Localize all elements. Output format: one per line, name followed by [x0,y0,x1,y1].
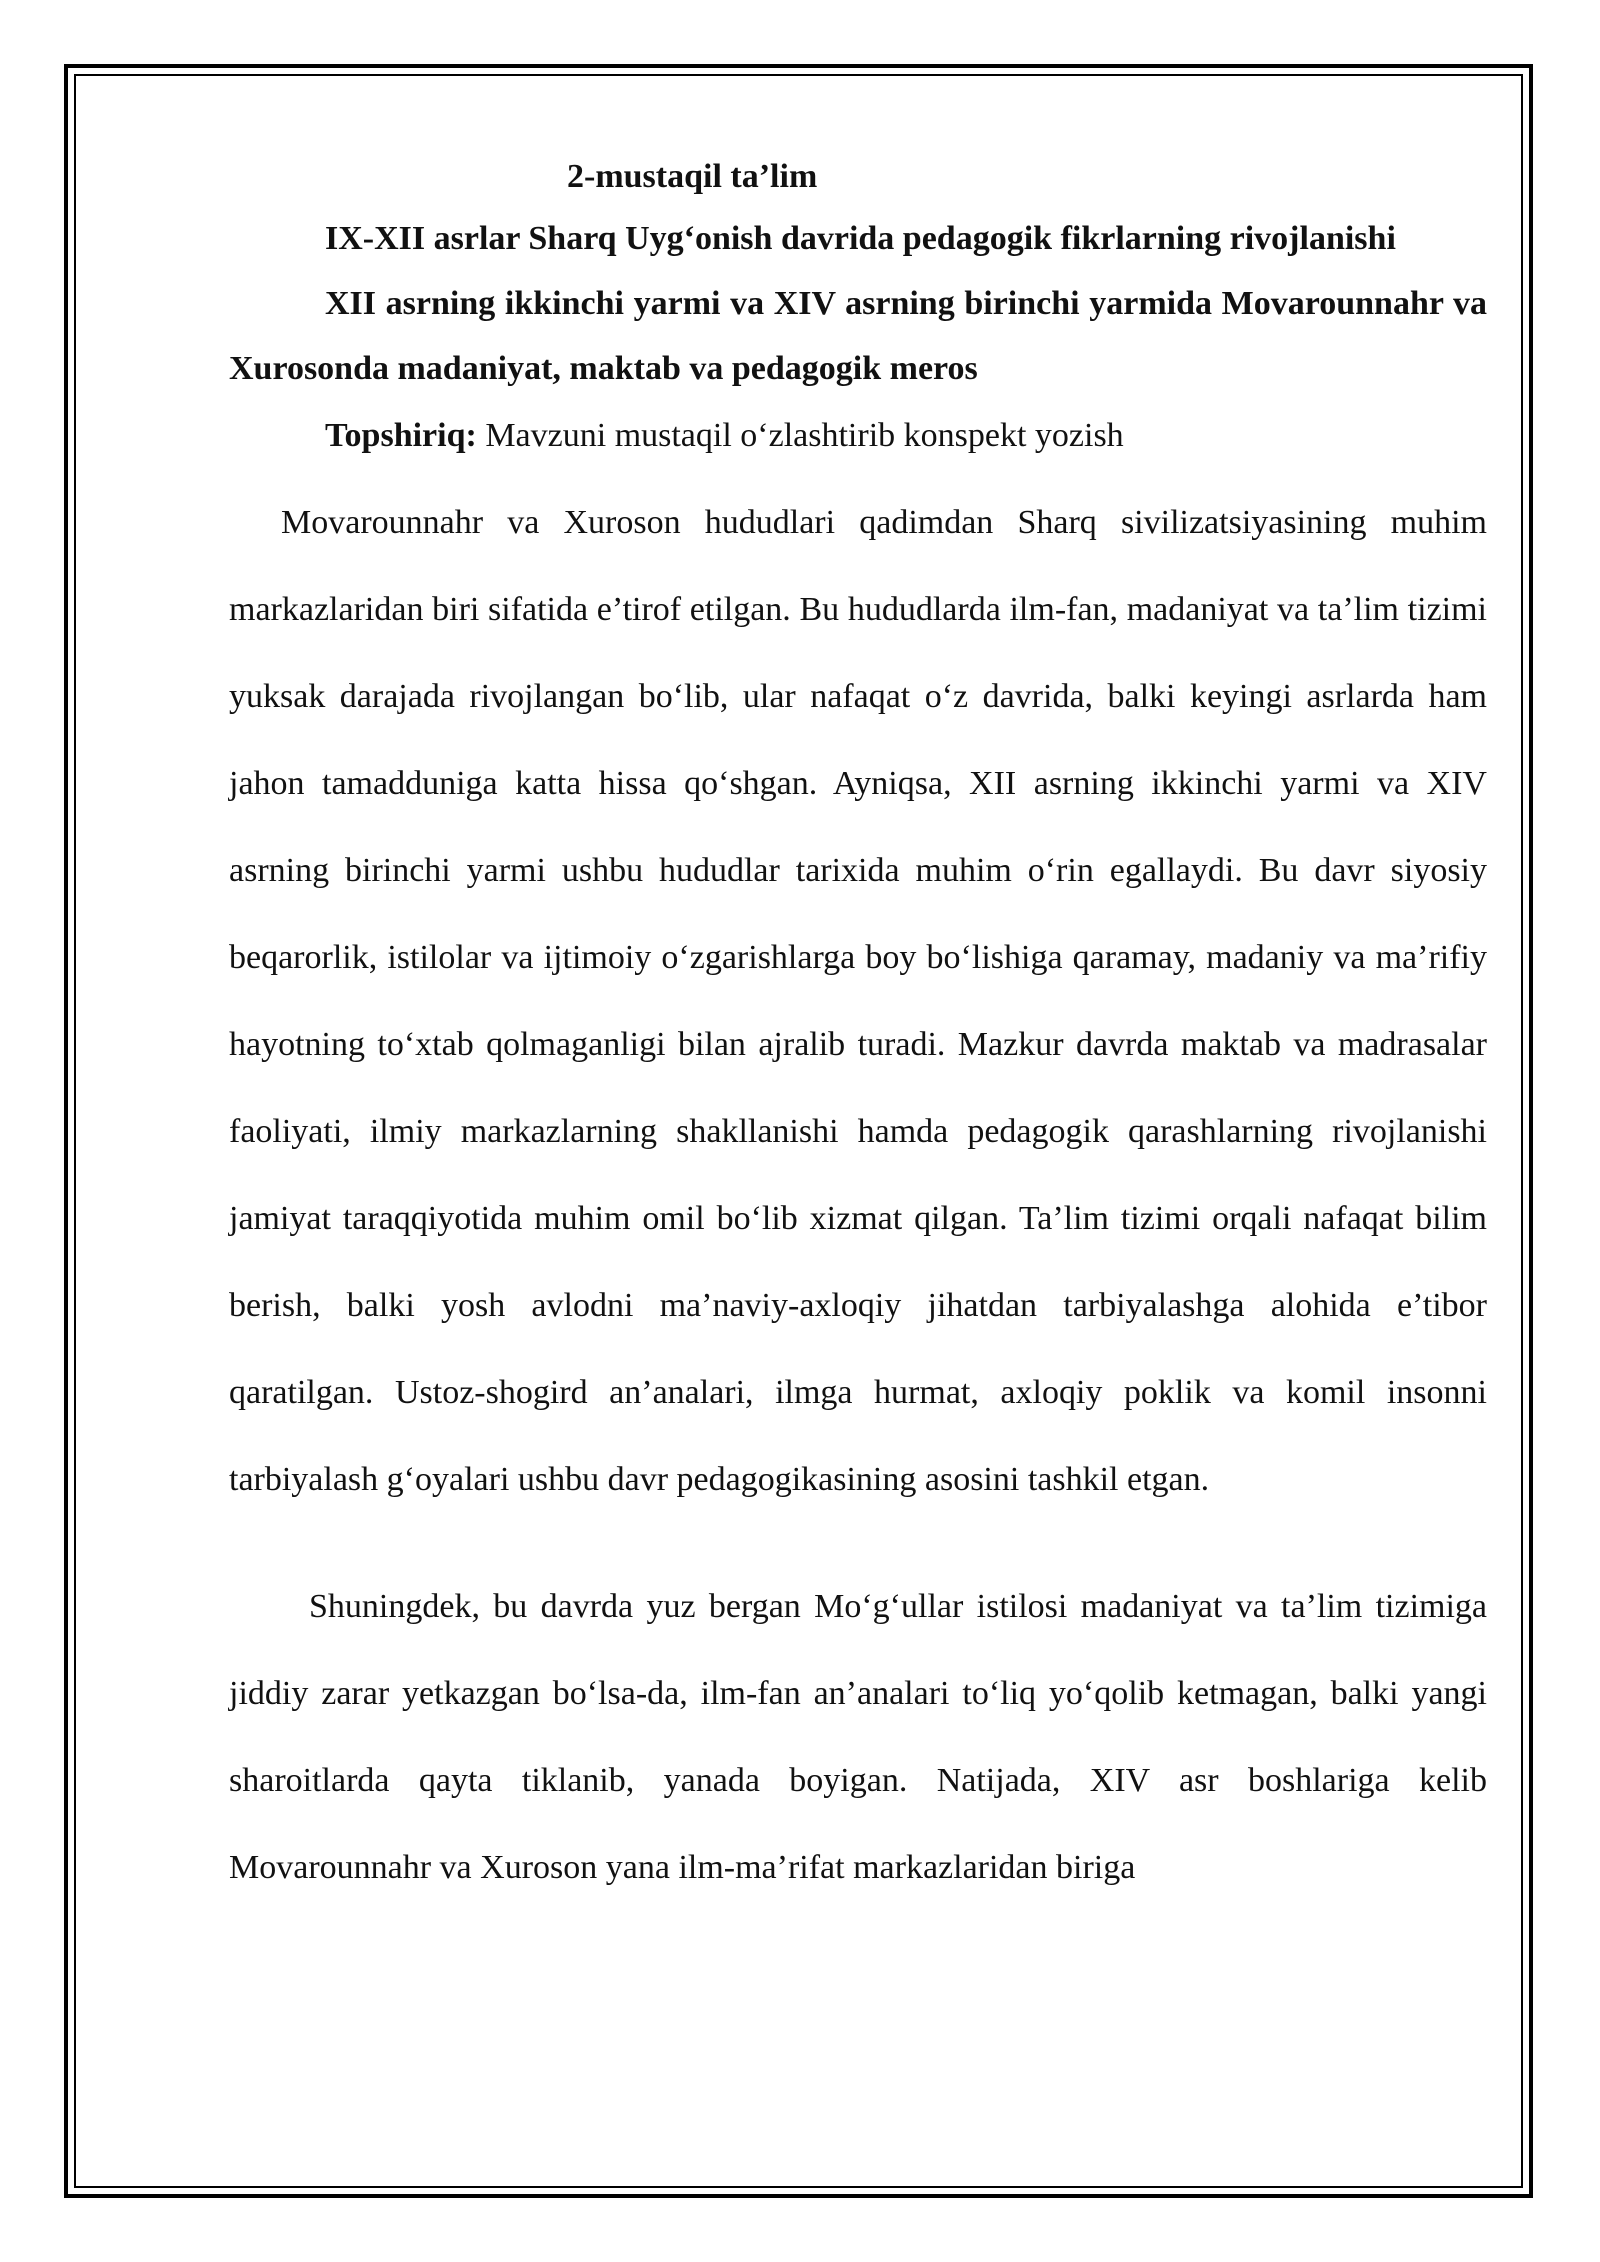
task-text: Mavzuni mustaqil o‘zlashtirib konspekt yozish [476,417,1124,454]
document-title: 2-mustaqil ta’lim [567,158,818,195]
task-label: Topshiriq: [325,417,477,454]
topic-heading-1: IX-XII asrlar Sharq Uyg‘onish davrida pedagogik fikrlarning rivojlanishi [325,220,1396,257]
paragraph-2: Shuningdek, bu davrda yuz bergan Mo‘g‘ullar istilosi madaniyat va ta’lim tizimiga jiddiy zarar yetkazgan bo‘lsa-da, ilm-fan an’analari to‘liq yo‘qolib ketmagan, balki yangi sharoitlarda qayta tiklanib, yanada boyigan. Natijada, XIV asr boshlariga kelib Movarounnahr va Xuroson yana ilm-ma’rifat markazlaridan biriga [229,1588,1487,1886]
topic-heading-2: XII asrning ikkinchi yarmi va XIV asrning birinchi yarmida Movarounnahr va Xurosonda madaniyat, maktab va pedagogik meros [229,285,1487,387]
task-line [229,401,1487,471]
paragraph-1: Movarounnahr va Xuroson hududlari qadimdan Sharq sivilizatsiyasining muhim markazlaridan biri sifatida e’tirof etilgan. Bu hududlarda ilm-fan, madaniyat va ta’lim tizimi yuksak darajada rivojlangan bo‘lib, ular nafaqat o‘z davrida, balki keyingi asrlarda ham jahon tamadduniga katta hissa qo‘shgan. Ayniqsa, XII asrning ikkinchi yarmi va XIV asrning birinchi yarmi ushbu hududlar tarixida muhim o‘rin egallaydi. Bu davr siyosiy beqarorlik, istilolar va ijtimoiy o‘zgarishlarga boy bo‘lishiga qaramay, madaniy va ma’rifiy hayotning to‘xtab qolmaganligi bilan ajralib turadi. Mazkur davrda maktab va madrasalar faoliyati, ilmiy markazlarning shakllanishi hamda pedagogik qarashlarning rivojlanishi jamiyat taraqqiyotida muhim omil bo‘lib xizmat qilgan. Ta’lim tizimi orqali nafaqat bilim berish, balki yosh avlodni ma’naviy-axloqiy jihatdan tarbiyalashga alohida e’tibor qaratilgan. Ustoz-shogird an’analari, ilmga hurmat, axloqiy poklik va komil insonni tarbiyalash g‘oyalari ushbu davr pedagogikasining asosini tashkil etgan. [229,504,1487,1498]
document-body [229,148,1487,1911]
